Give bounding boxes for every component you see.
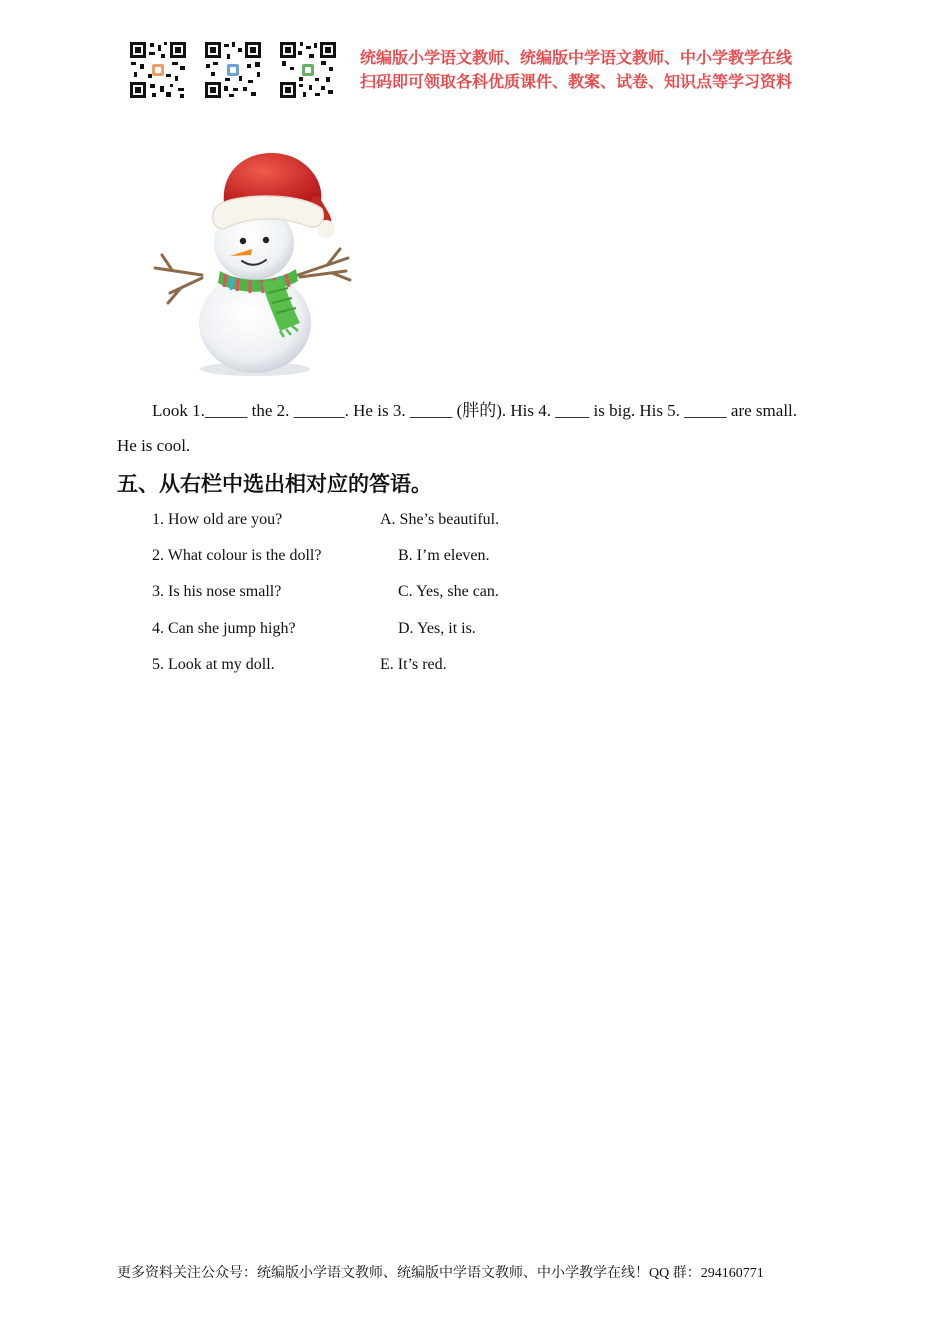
answer-c: C. Yes, she can. bbox=[398, 583, 499, 600]
page-footer: 更多资料关注公众号：统编版小学语文教师、统编版中学语文教师、中小学教学在线！QQ 群：294160771 bbox=[117, 1266, 764, 1281]
question-5: 5. Look at my doll. bbox=[152, 656, 275, 673]
qr-code-icon bbox=[203, 40, 263, 100]
question-3: 3. Is his nose small? bbox=[152, 583, 282, 600]
answer-a: A. She’s beautiful. bbox=[380, 511, 500, 528]
exercise-passage-line-2: He is cool. bbox=[117, 436, 191, 455]
page-header bbox=[128, 40, 828, 104]
answer-b: B. I’m eleven. bbox=[398, 547, 490, 564]
question-1: 1. How old are you? bbox=[152, 511, 283, 528]
answer-d: D. Yes, it is. bbox=[398, 620, 476, 637]
answer-e: E. It’s red. bbox=[380, 656, 447, 673]
promo-line-1: 统编版小学语文教师、统编版中学语文教师、中小学教学在线 bbox=[360, 48, 793, 67]
section-5-heading: 五、从右栏中选出相对应的答语。 bbox=[117, 472, 432, 496]
qr-code-icon bbox=[278, 40, 338, 100]
snowman-image bbox=[150, 143, 360, 377]
qr-code-icon bbox=[128, 40, 188, 100]
promo-text bbox=[360, 46, 792, 94]
exercise-passage-line-1: Look 1._____ the 2. ______. He is 3. _____ (胖的). His 4. ____ is big. His 5. _____ are small. bbox=[152, 401, 798, 420]
question-2: 2. What colour is the doll? bbox=[152, 547, 322, 564]
question-4: 4. Can she jump high? bbox=[152, 620, 296, 637]
promo-line-2: 扫码即可领取各科优质课件、教案、试卷、知识点等学习资料 bbox=[360, 72, 793, 91]
